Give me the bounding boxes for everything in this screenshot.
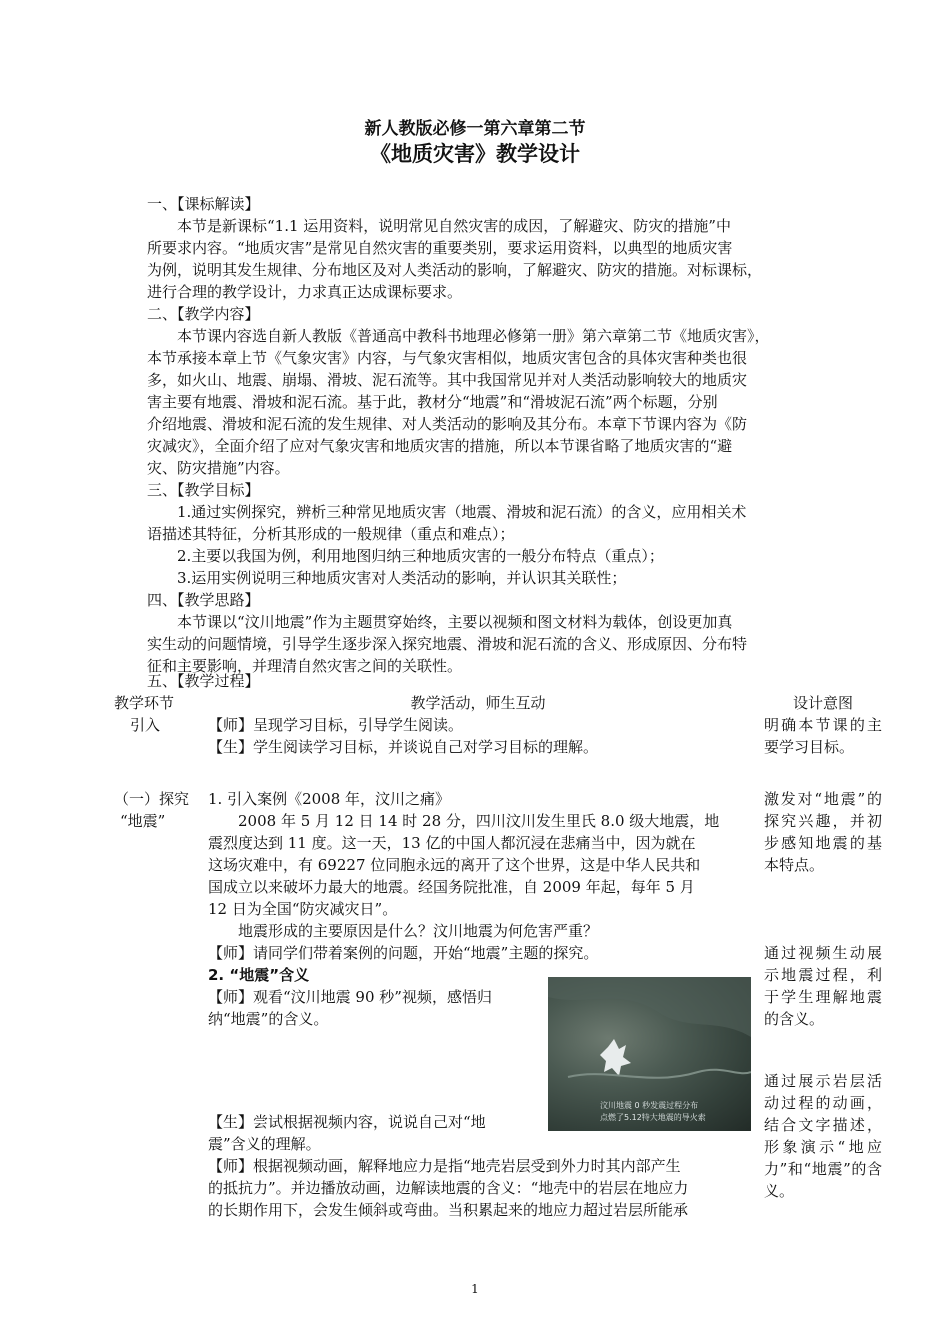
section1-line: 所要求内容。“地质灾害”是常见自然灾害的重要类别，要求运用资料，以典型的地质灾害 [147,239,733,257]
section2-line: 本节承接本章上节《气象灾害》内容，与气象灾害相似，地质灾害包含的具体灾害种类也很 [147,349,748,367]
objective-1-cont: 语描述其特征，分析其形成的一般规律（重点和难点）； [147,525,515,543]
section1-heading: 一、【课标解读】 [147,195,260,213]
teacher-explanation: 的抵抗力”。并边播放动画，边解读地震的含义：“地壳中的岩层在地应力 [208,1179,689,1197]
table-header-stage: 教学环节 [114,694,175,712]
teacher-instruction: 【师】请同学们带着案例的问题，开始“地震”主题的探究。 [208,944,599,962]
intent-video: 通过视频生动展示地震过程，利于学生理解地震的含义。 [764,944,882,1028]
intent-intro: 明确本节课的主要学习目标。 [764,716,882,756]
section2-line: 灾减灾》，全面介绍了应对气象灾害和地质灾害的措施，所以本节课省略了地质灾害的“避 [147,437,733,455]
section5-heading: 五、【教学过程】 [147,672,260,690]
intent-explore: 激发对“地震”的探究兴趣，并初步感知地震的基本特点。 [764,790,882,874]
stage-explore-line2: “地震” [120,812,166,830]
student-response: 【生】尝试根据视频内容，说说自己对“地 [208,1113,486,1131]
section4-heading: 四、【教学思路】 [147,591,260,609]
case-line: 12 日为全国“防灾减灾日”。 [208,900,398,918]
document-title-line2: 《地质灾害》教学设计 [370,142,580,166]
teacher-explanation: 的长期作用下，会发生倾斜或弯曲。当积累起来的地应力超过岩层所能承 [208,1201,689,1219]
intro-teacher: 【师】呈现学习目标，引导学生阅读。 [208,716,464,734]
student-response-cont: 震”含义的理解。 [208,1135,321,1153]
section2-line: 本节课内容选自新人教版《普通高中教科书地理必修第一册》第六章第二节《地质灾害》， [177,327,770,345]
section2-line: 害主要有地震、滑坡和泥石流。基于此，教材分“地震”和“滑坡泥石流”两个标题，分别 [147,393,718,411]
section2-line: 多，如火山、地震、崩塌、滑坡、泥石流等。其中我国常见并对人类活动影响较大的地质灾 [147,371,748,389]
subsection-2-title: 2. “地震”含义 [208,966,310,984]
section2-line: 灾、防灾措施”内容。 [147,459,290,477]
objective-2: 2.主要以我国为例，利用地图归纳三种地质灾害的一般分布特点（重点）； [177,547,664,565]
section4-line: 本节课以“汶川地震”作为主题贯穿始终，主要以视频和图文材料为载体，创设更加真 [177,613,733,631]
intro-student: 【生】学生阅读学习目标，并谈说自己对学习目标的理解。 [208,738,599,756]
stage-explore-line1: （一）探究 [114,790,190,808]
video-caption-2: 点燃了5.12特大地震的导火索 [600,1113,706,1122]
case-line: 国成立以来破坏力最大的地震。经国务院批准，自 2009 年起，每年 5 月 [208,878,695,896]
video-instruction-cont: 纳“地震”的含义。 [208,1010,329,1028]
video-caption-1: 汶川地震 0 秒发震过程分布 [600,1101,699,1110]
video-instruction: 【师】观看“汶川地震 90 秒”视频，感悟归 [208,988,492,1006]
section2-line: 介绍地震、滑坡和泥石流的发生规律、对人类活动的影响及其分布。本章下节课内容为《防 [147,415,748,433]
case-line: 2008 年 5 月 12 日 14 时 28 分，四川汶川发生里氏 8.0 级大地震，地 [238,812,720,830]
table-header-activity: 教学活动，师生互动 [410,694,546,712]
page-number: 1 [471,1282,479,1296]
section4-line: 实生动的问题情境，引导学生逐步深入探究地震、滑坡和泥石流的含义、形成原因、分布特 [147,635,748,653]
section1-line: 进行合理的教学设计，力求真正达成课标要求。 [147,283,463,301]
teacher-explanation: 【师】根据视频动画，解释地应力是指“地壳岩层受到外力时其内部产生 [208,1157,681,1175]
objective-3: 3.运用实例说明三种地质灾害对人类活动的影响，并认识其关联性； [177,569,627,587]
section4-line: 征和主要影响，并理清自然灾害之间的关联性。 [147,657,463,675]
table-header-intent: 设计意图 [792,694,853,712]
case-line: 震烈度达到 11 度。这一天，13 亿的中国人都沉浸在悲痛当中，因为就在 [208,834,696,852]
stage-intro: 引入 [130,716,161,734]
document-title-line1: 新人教版必修一第六章第二节 [364,119,586,139]
section2-heading: 二、【教学内容】 [147,305,260,323]
case-line: 这场灾难中，有 69227 位同胞永远的离开了这个世界，这是中华人民共和 [208,856,701,874]
objective-1: 1.通过实例探究，辨析三种常见地质灾害（地震、滑坡和泥石流）的含义，应用相关术 [177,503,747,521]
section1-line: 为例，说明其发生规律、分布地区及对人类活动的影响，了解避灾、防灾的措施。对标课标， [147,261,763,279]
case-question: 地震形成的主要原因是什么？汶川地震为何危害严重？ [238,922,599,940]
section3-heading: 三、【教学目标】 [147,481,260,499]
section1-line: 本节是新课标“1.1 运用资料，说明常见自然灾害的成因，了解避灾、防灾的措施”中 [177,217,731,235]
case-title: 1. 引入案例《2008 年，汶川之痛》 [208,790,451,808]
intent-animation: 通过展示岩层活动过程的动画，结合文字描述，形象演示“地应力”和“地震”的含义。 [764,1072,882,1200]
earthquake-video-frame [548,977,751,1131]
